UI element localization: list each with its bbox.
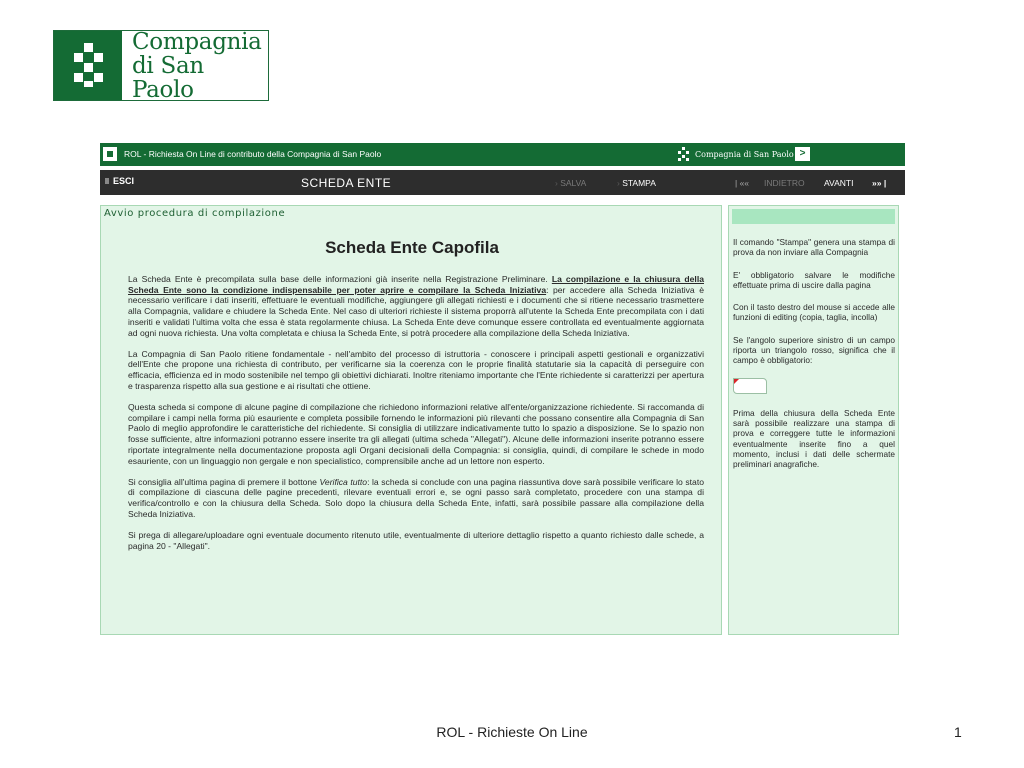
command-toolbar	[100, 170, 905, 195]
paragraph-1-rest: : per accedere alla Scheda Iniziativa è necessario verificare i dati inseriti, effettuare le eventuali modifiche, aggiungere gli allegati richiesti e i documenti che si ritiene necessario trasmettere alla Compagnia, validare e chiudere la Scheda Ente. Nel caso di ulteriori richieste il sistema proporrà all'utente la Scheda Ente precompilata con i dati inseriti e validati l'ultima volta che essa è stata regolarmente chiusa. La Scheda Ente deve comunque essere controllata ed eventualmente aggiornata ad ogni nuova richiesta. Una volta completata e chiusa la Scheda Ente, si potrà procedere alla compilazione della Scheda Iniziativa.	[128, 284, 704, 338]
instructions-text	[128, 274, 704, 562]
verifica-tutto-label: Verifica tutto	[319, 476, 368, 487]
logo-line-2: di San Paolo	[132, 52, 204, 103]
paragraph-4-intro: Si consiglia all'ultima pagina di premere il bottone	[128, 476, 320, 487]
salva-button[interactable]: › SALVA	[555, 178, 586, 188]
main-content-panel	[100, 205, 722, 635]
section-title: SCHEDA ENTE	[301, 176, 392, 190]
logo-line-1: Compagnia	[132, 28, 262, 55]
window-title: ROL - Richiesta On Line di contributo della Compagnia di San Paolo	[124, 149, 382, 159]
note-stampa: Il comando "Stampa" genera una stampa di prova da non inviare alla Compagnia	[733, 237, 895, 258]
brand-checker-icon	[677, 147, 691, 161]
required-field-example	[733, 378, 767, 394]
header-next-button[interactable]: >	[795, 147, 810, 161]
panel-title: Avvio procedura di compilazione	[104, 208, 286, 219]
page-heading: Scheda Ente Capofila	[325, 238, 499, 257]
title-bar	[100, 143, 905, 166]
paragraph-4	[128, 477, 704, 520]
slide-footer: ROL - Richieste On Line	[436, 724, 588, 740]
note-salvare: E' obbligatorio salvare le modifiche effettuate prima di uscire dalla pagina	[733, 269, 895, 290]
window-icon	[103, 147, 117, 161]
indietro-button[interactable]: INDIETRO	[764, 178, 805, 188]
note-chiusura: Prima della chiusura della Scheda Ente sarà possibile realizzare una stampa di prova e correggere tutte le informazioni eventualmente inserite fino a quel momento, inclusi i dati delle schermate preliminari anagrafiche.	[733, 407, 895, 470]
slide-page-number: 1	[954, 724, 962, 740]
rol-app-window	[100, 143, 905, 636]
logo-checker-icon	[54, 31, 122, 100]
logo-wordmark	[132, 30, 268, 102]
last-page-button[interactable]: »» |	[872, 178, 887, 188]
note-obbligatorio: Se l'angolo superiore sinistro di un campo riporta un triangolo rosso, significa che il campo è obbligatorio:	[733, 334, 895, 366]
paragraph-2: La Compagnia di San Paolo ritiene fondamentale - nell'ambito del processo di istruttoria - conoscere i principali aspetti gestionali e organizzativi dell'Ente che propone una richiesta di contributo, per verificarne sia la coerenza con le proprie finalità statutarie sia la capacità di perseguire con efficacia, efficienza ed in modo sostenibile nel tempo gli obiettivi dichiarati. Inoltre riteniamo importante che l'Ente richiedente si caratterizzi per apertura e trasparenza rispetto alla sua gestione e ai risultati che ottiene.	[128, 348, 704, 391]
esci-button[interactable]: ESCI	[105, 176, 134, 186]
compagnia-logo	[53, 30, 269, 101]
help-side-panel	[728, 205, 899, 635]
first-page-button[interactable]: | ««	[735, 178, 750, 188]
stampa-button[interactable]: › STAMPA	[617, 178, 656, 188]
avanti-button[interactable]: AVANTI	[824, 178, 854, 188]
paragraph-1-intro: La Scheda Ente è precompilata sulla base delle informazioni già inserite nella Registrazione Preliminare.	[128, 274, 552, 284]
note-editing: Con il tasto destro del mouse si accede alle funzioni di editing (copia, taglia, incolla)	[733, 302, 895, 323]
paragraph-1-emphasis: La compilazione e la chiusura della Scheda Ente sono la condizione indispensabile per poter aprire e compilare la Scheda Iniziativa	[128, 274, 704, 295]
paragraph-4-rest: : la scheda si conclude con una pagina riassuntiva dove sarà possibile verificare lo stato di compilazione di ciascuna delle pagine precedenti, rilevare eventuali errori e, se ogni passo sarà completato, procedere con una stampa di verifica/controllo e con la chiusura della Scheda. Solo dopo la chiusura della Scheda Ente, infatti, sarà possibile passare alla compilazione della Scheda Iniziativa.	[128, 476, 704, 519]
header-brand	[677, 147, 794, 161]
paragraph-1	[128, 274, 704, 338]
paragraph-5: Si prega di allegare/uploadare ogni eventuale documento ritenuto utile, eventualmente di ulteriore dettaglio rispetto a quanto richiesto dalle schede, a pagina 20 - "Allegati".	[128, 530, 704, 551]
help-notes	[733, 237, 895, 481]
brand-label: Compagnia di San Paolo	[695, 149, 794, 159]
side-panel-header	[732, 209, 895, 224]
paragraph-3: Questa scheda si compone di alcune pagine di compilazione che richiedono informazioni relative all'ente/organizzazione richiedente. Si raccomanda di compilare i campi nella forma più esauriente e completa possibile fornendo le informazioni più rilevanti che possano consentire alla Compagnia di San Paolo di meglio approfondire le caratteristiche del richiedente. Si consiglia di utilizzare indicativamente tutto lo spazio a disposizione. Se lo spazio non fosse sufficiente, altre informazioni potranno essere inserite tra gli allegati (ultima scheda "Allegati"). Alcune delle informazioni inserite potranno essere riportate integralmente nella documentazione proposta agli Organi decisionali della Compagnia: si consiglia, quindi, di compilare le schede in modo esauriente, con un linguaggio non gergale e non specialistico, comprensibile anche ad un lettore non esperto.	[128, 402, 704, 466]
